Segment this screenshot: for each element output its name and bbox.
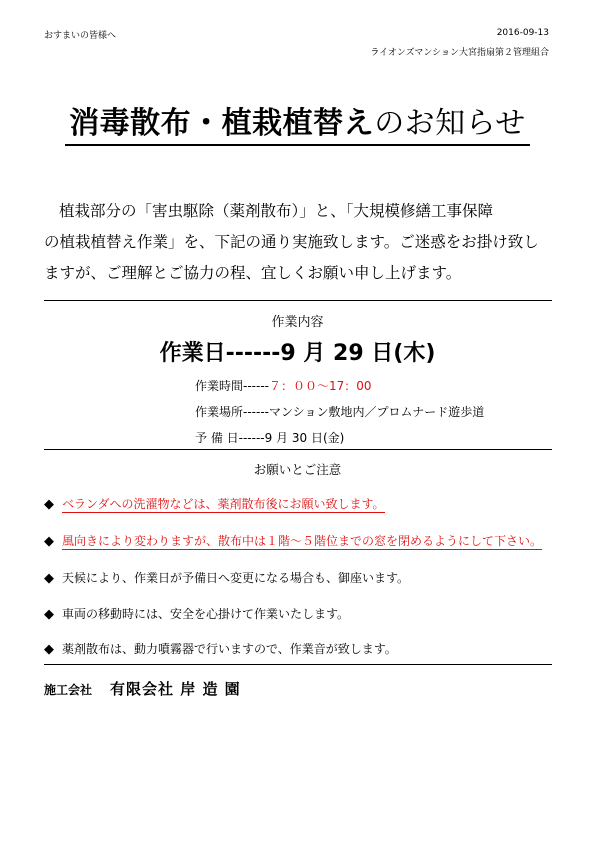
work-reserve-day: 予 備 日------9 月 30 日(金) xyxy=(195,431,345,445)
work-heading: 作業内容 xyxy=(271,315,324,330)
notice-text: 車両の移動時には、安全を心掛けて作業いたします。 xyxy=(62,607,350,621)
contractor xyxy=(44,678,241,699)
notice-item xyxy=(44,640,397,657)
title-light-part: のお知らせ xyxy=(374,106,526,141)
intro-line-3: ますが、ご理解とご協力の程、宜しくお願い申し上げます。 xyxy=(44,264,462,282)
title-bold-part: 消毒散布・植栽植替え xyxy=(69,106,375,141)
notice-text: 薬剤散布は、動力噴霧器で行いますので、作業音が致します。 xyxy=(62,642,397,656)
diamond-bullet-icon: ◆ xyxy=(44,534,54,549)
diamond-bullet-icon: ◆ xyxy=(44,642,54,657)
contractor-label: 施工会社 xyxy=(44,683,93,697)
divider-top xyxy=(44,300,552,301)
title-block xyxy=(0,98,595,146)
contractor-company: 有限会社 岸 造 園 xyxy=(110,680,241,698)
notice-item xyxy=(44,495,385,512)
addressee: おすまいの皆様へ xyxy=(44,31,117,41)
notice-item xyxy=(44,569,409,586)
page-title xyxy=(65,98,530,146)
intro-line-1: 植栽部分の「害虫駆除（薬剤散布）」と、「大規模修繕工事保障 xyxy=(59,202,494,220)
notices-heading: お願いとご注意 xyxy=(253,462,342,477)
intro-line-2: の植栽植替え作業」を、下記の通り実施致します。ご迷惑をお掛け致し xyxy=(44,233,539,251)
work-time-value: ７：００～17：00 xyxy=(268,379,372,393)
diamond-bullet-icon: ◆ xyxy=(44,571,54,586)
diamond-bullet-icon: ◆ xyxy=(44,497,54,512)
notice-text: 風向きにより変わりますが、散布中は１階～５階位までの窓を閉めるようにして下さい。 xyxy=(62,534,543,548)
issuer-organization: ライオンズマンション大宮指扇第２管理組合 xyxy=(370,48,549,58)
work-time-label: 作業時間------ xyxy=(195,379,269,393)
divider-bottom xyxy=(44,664,552,665)
work-day: 作業日------9 月 29 日(木) xyxy=(159,341,436,366)
work-place: 作業場所------マンション敷地内／プロムナード遊歩道 xyxy=(195,405,485,419)
notice-item xyxy=(44,605,349,622)
work-time xyxy=(195,377,372,394)
notice-date: 2016-09-13 xyxy=(496,28,549,38)
diamond-bullet-icon: ◆ xyxy=(44,607,54,622)
intro-paragraph xyxy=(44,196,556,289)
notice-item xyxy=(44,532,542,549)
notice-text: ベランダへの洗濯物などは、薬剤散布後にお願い致します。 xyxy=(62,497,385,511)
notice-text: 天候により、作業日が予備日へ変更になる場合も、御座います。 xyxy=(62,571,410,585)
divider-middle xyxy=(44,449,552,450)
